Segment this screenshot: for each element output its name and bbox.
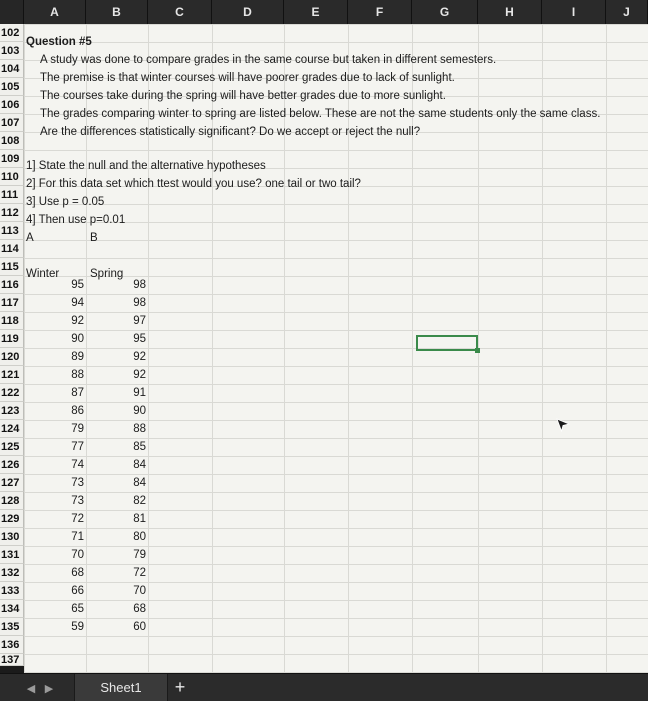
spring-grade-cell[interactable]: 97: [133, 315, 146, 327]
row-header-111[interactable]: 111: [0, 186, 24, 204]
description-line-3[interactable]: The courses take during the spring will have better grades due to more sunlight.: [40, 90, 446, 102]
description-line-1[interactable]: A study was done to compare grades in the same course but taken in different semesters.: [40, 54, 497, 66]
next-sheet-icon[interactable]: ▶: [44, 682, 54, 695]
winter-header[interactable]: Winter: [26, 268, 60, 280]
row-header-102[interactable]: 102: [0, 24, 24, 42]
row-header-120[interactable]: 120: [0, 348, 24, 366]
row-header-125[interactable]: 125: [0, 438, 24, 456]
spring-grade-cell[interactable]: 84: [133, 477, 146, 489]
task-4[interactable]: 4] Then use p=0.01: [26, 214, 126, 226]
selected-cell[interactable]: [416, 335, 478, 351]
row-header-124[interactable]: 124: [0, 420, 24, 438]
row-header-130[interactable]: 130: [0, 528, 24, 546]
task-3[interactable]: 3] Use p = 0.05: [26, 196, 105, 208]
row-header-110[interactable]: 110: [0, 168, 24, 186]
winter-grade-cell[interactable]: 86: [71, 405, 84, 417]
winter-grade-cell[interactable]: 79: [71, 423, 84, 435]
row-header-135[interactable]: 135: [0, 618, 24, 636]
spring-header[interactable]: Spring: [90, 268, 124, 280]
spring-grade-cell[interactable]: 91: [133, 387, 146, 399]
column-header-e[interactable]: E: [284, 0, 348, 24]
row-header-127[interactable]: 127: [0, 474, 24, 492]
spring-grade-cell[interactable]: 85: [133, 441, 146, 453]
winter-grade-cell[interactable]: 87: [71, 387, 84, 399]
spring-grade-cell[interactable]: 92: [133, 351, 146, 363]
row-header-108[interactable]: 108: [0, 132, 24, 150]
prev-sheet-icon[interactable]: ◀: [26, 682, 36, 695]
winter-grade-cell[interactable]: 70: [71, 549, 84, 561]
row-header-113[interactable]: 113: [0, 222, 24, 240]
spring-grade-cell[interactable]: 72: [133, 567, 146, 579]
sheet-tab-bar: [0, 673, 648, 701]
row-header-128[interactable]: 128: [0, 492, 24, 510]
winter-grade-cell[interactable]: 68: [71, 567, 84, 579]
winter-grade-cell[interactable]: 95: [71, 279, 84, 291]
spring-grade-cell[interactable]: 90: [133, 405, 146, 417]
winter-grade-cell[interactable]: 66: [71, 585, 84, 597]
row-header-104[interactable]: 104: [0, 60, 24, 78]
winter-grade-cell[interactable]: 73: [71, 477, 84, 489]
row-header-121[interactable]: 121: [0, 366, 24, 384]
description-line-4[interactable]: The grades comparing winter to spring are listed below. These are not the same students only the same class.: [40, 108, 601, 120]
fill-handle[interactable]: [475, 348, 480, 353]
row-header-109[interactable]: 109: [0, 150, 24, 168]
winter-grade-cell[interactable]: 94: [71, 297, 84, 309]
row-header-131[interactable]: 131: [0, 546, 24, 564]
column-header-g[interactable]: G: [412, 0, 478, 24]
question-title[interactable]: Question #5: [26, 36, 92, 48]
row-header-134[interactable]: 134: [0, 600, 24, 618]
row-header-132[interactable]: 132: [0, 564, 24, 582]
task-1[interactable]: 1] State the null and the alternative hypotheses: [26, 160, 266, 172]
column-header-b[interactable]: B: [86, 0, 148, 24]
row-header-129[interactable]: 129: [0, 510, 24, 528]
description-line-5[interactable]: Are the differences statistically significant? Do we accept or reject the null?: [40, 126, 421, 138]
winter-grade-cell[interactable]: 89: [71, 351, 84, 363]
column-header-d[interactable]: D: [212, 0, 284, 24]
description-line-2[interactable]: The premise is that winter courses will have poorer grades due to lack of sunlight.: [40, 72, 455, 84]
column-header-h[interactable]: H: [478, 0, 542, 24]
row-header-133[interactable]: 133: [0, 582, 24, 600]
sheet-tab-sheet1[interactable]: Sheet1: [74, 674, 168, 701]
spring-grade-cell[interactable]: 88: [133, 423, 146, 435]
winter-grade-cell[interactable]: 92: [71, 315, 84, 327]
column-header-i[interactable]: I: [542, 0, 606, 24]
row-header-137[interactable]: 137: [0, 654, 24, 666]
column-header-j[interactable]: J: [606, 0, 648, 24]
winter-grade-cell[interactable]: 77: [71, 441, 84, 453]
add-sheet-button[interactable]: +: [174, 676, 186, 697]
mouse-pointer-icon: [556, 418, 570, 432]
row-header-123[interactable]: 123: [0, 402, 24, 420]
winter-grade-cell[interactable]: 59: [71, 621, 84, 633]
column-header-f[interactable]: F: [348, 0, 412, 24]
spring-grade-cell[interactable]: 81: [133, 513, 146, 525]
winter-grade-cell[interactable]: 73: [71, 495, 84, 507]
spring-grade-cell[interactable]: 95: [133, 333, 146, 345]
label-a[interactable]: A: [26, 232, 34, 244]
row-header-112[interactable]: 112: [0, 204, 24, 222]
spring-grade-cell[interactable]: 98: [133, 297, 146, 309]
row-header-114[interactable]: 114: [0, 240, 24, 258]
winter-grade-cell[interactable]: 90: [71, 333, 84, 345]
label-b[interactable]: B: [90, 232, 98, 244]
winter-grade-cell[interactable]: 74: [71, 459, 84, 471]
row-header-117[interactable]: 117: [0, 294, 24, 312]
winter-grade-cell[interactable]: 65: [71, 603, 84, 615]
winter-grade-cell[interactable]: 72: [71, 513, 84, 525]
spring-grade-cell[interactable]: 82: [133, 495, 146, 507]
row-header-116[interactable]: 116: [0, 276, 24, 294]
row-header-126[interactable]: 126: [0, 456, 24, 474]
spring-grade-cell[interactable]: 79: [133, 549, 146, 561]
row-header-105[interactable]: 105: [0, 78, 24, 96]
spring-grade-cell[interactable]: 80: [133, 531, 146, 543]
winter-grade-cell[interactable]: 88: [71, 369, 84, 381]
row-header-119[interactable]: 119: [0, 330, 24, 348]
winter-grade-cell[interactable]: 71: [71, 531, 84, 543]
row-header-103[interactable]: 103: [0, 42, 24, 60]
spring-grade-cell[interactable]: 92: [133, 369, 146, 381]
row-header-106[interactable]: 106: [0, 96, 24, 114]
spring-grade-cell[interactable]: 98: [133, 279, 146, 291]
row-header-107[interactable]: 107: [0, 114, 24, 132]
column-header-c[interactable]: C: [148, 0, 212, 24]
column-header-a[interactable]: A: [24, 0, 86, 24]
row-header-136[interactable]: 136: [0, 636, 24, 654]
row-header-115[interactable]: 115: [0, 258, 24, 276]
select-all-corner[interactable]: [0, 0, 24, 24]
task-2[interactable]: 2] For this data set which ttest would you use? one tail or two tail?: [26, 178, 361, 190]
spring-grade-cell[interactable]: 60: [133, 621, 146, 633]
spring-grade-cell[interactable]: 84: [133, 459, 146, 471]
gridline: [606, 24, 607, 673]
row-header-122[interactable]: 122: [0, 384, 24, 402]
row-header-118[interactable]: 118: [0, 312, 24, 330]
spring-grade-cell[interactable]: 70: [133, 585, 146, 597]
spring-grade-cell[interactable]: 68: [133, 603, 146, 615]
